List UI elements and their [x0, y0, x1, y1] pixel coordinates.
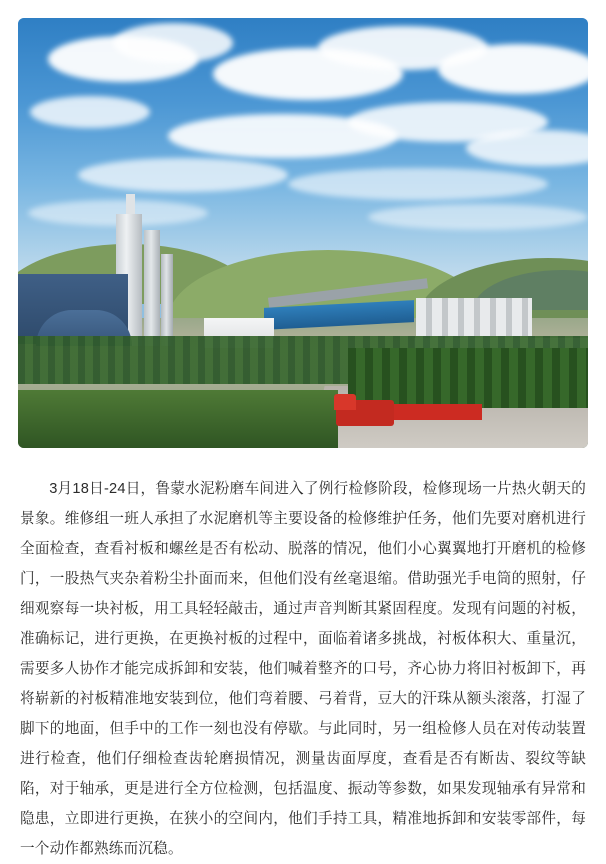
cloud-icon	[78, 158, 288, 192]
cloud-icon	[113, 23, 233, 63]
red-truck-cab	[334, 394, 356, 410]
cloud-icon	[288, 168, 548, 200]
treeline	[348, 348, 588, 408]
red-banner	[394, 404, 482, 420]
cloud-icon	[368, 204, 588, 230]
preheater-tower	[161, 254, 173, 346]
document-page	[0, 18, 606, 857]
photo-canvas	[18, 18, 588, 448]
article-body	[20, 474, 586, 864]
cloud-icon	[30, 96, 150, 128]
cement-plant-photo	[18, 18, 588, 448]
cloud-icon	[438, 44, 588, 94]
article-paragraph: 3月18日-24日，鲁蒙水泥粉磨车间进入了例行检修阶段，检修现场一片热火朝天的景象。维修组一班人承担了水泥磨机等主要设备的检修维护任务，他们先要对磨机进行全面检查，查看衬板和螺丝是否有松动、脱落的情况，他们小心翼翼地打开磨机的检修门，一股热气夹杂着粉尘扑面而来，但他们没有丝毫退缩。借助强光手电筒的照射，仔细观察每一块衬板，用工具轻轻敲击，通过声音判断其紧固程度。发现有问题的衬板，准确标记，进行更换，在更换衬板的过程中，面临着诸多挑战，衬板体积大、重量沉，需要多人协作才能完成拆卸和安装，他们喊着整齐的口号，齐心协力将旧衬板卸下，再将崭新的衬板精准地安装到位，他们弯着腰、弓着背，豆大的汗珠从额头滚落，打湿了脚下的地面，但手中的工作一刻也没有停歇。与此同时，另一组检修人员在对传动装置进行检查，他们仔细检查齿轮磨损情况，测量齿面厚度，查看是否有断齿、裂纹等缺陷，对于轴承，更是进行全方位检测，包括温度、振动等参数，如果发现轴承有异常和隐患，立即进行更换，在狭小的空间内，他们手持工具，精准地拆卸和安装零部件，每一个动作都熟练而沉稳。	[20, 481, 586, 857]
grass-region	[18, 390, 338, 448]
preheater-tower	[144, 230, 160, 346]
